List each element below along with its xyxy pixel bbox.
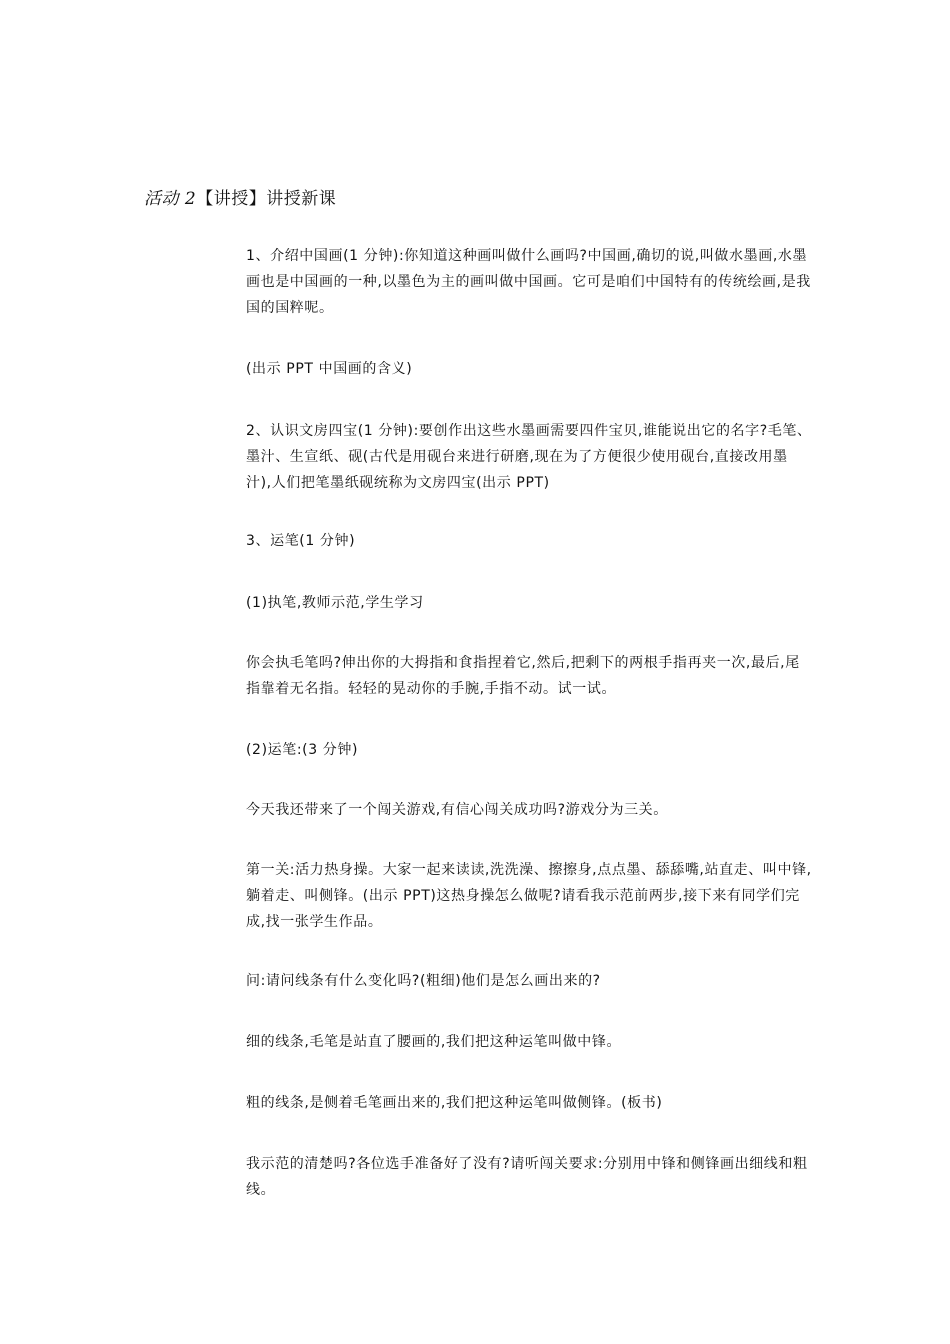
paragraph-thin-lines: 细的线条,毛笔是站直了腰画的,我们把这种运笔叫做中锋。 [246, 1034, 622, 1050]
paragraph-challenge-requirements: 我示范的清楚吗?各位选手准备好了没有?请听闯关要求:分别用中锋和侧锋画出细线和粗线。 [246, 1156, 808, 1198]
paragraph-hold-brush: (1)执笔,教师示范,学生学习 [246, 595, 424, 611]
paragraph-brush-usage: 3、运笔(1 分钟) [246, 533, 356, 549]
paragraph-level-one: 第一关:活力热身操。大家一起来读读,洗洗澡、擦擦身,点点墨、舔舔嘴,站直走、叫中锋,躺着走、叫侧锋。(出示 PPT)这热身操怎么做呢?请看我示范前两步,接下来有同学们完成,找一张学生作品。 [246, 862, 812, 930]
paragraph-show-ppt-meaning: (出示 PPT 中国画的含义) [246, 361, 413, 377]
paragraph-brush-strokes: (2)运笔:(3 分钟) [246, 742, 359, 758]
paragraph-intro-chinese-painting: 1、介绍中国画(1 分钟):你知道这种画叫做什么画吗?中国画,确切的说,叫做水墨画,水墨画也是中国画的一种,以墨色为主的画叫做中国画。它可是咱们中国特有的传统绘画,是我国的国粹呢。 [246, 248, 811, 316]
paragraph-thick-lines: 粗的线条,是侧着毛笔画出来的,我们把这种运笔叫做侧锋。(板书) [246, 1095, 663, 1111]
heading-title: 【讲授】讲授新课 [196, 189, 337, 209]
paragraph-question-lines: 问:请问线条有什么变化吗?(粗细)他们是怎么画出来的? [246, 973, 601, 989]
heading-activity-number: 活动 2 [144, 189, 197, 209]
paragraph-game-intro: 今天我还带来了一个闯关游戏,有信心闯关成功吗?游戏分为三关。 [246, 802, 668, 818]
paragraph-hold-brush-instructions: 你会执毛笔吗?伸出你的大拇指和食指捏着它,然后,把剩下的两根手指再夹一次,最后,尾指靠着无名指。轻轻的晃动你的手腕,手指不动。试一试。 [246, 655, 800, 697]
paragraph-four-treasures: 2、认识文房四宝(1 分钟):要创作出这些水墨画需要四件宝贝,谁能说出它的名字?毛笔、墨汁、生宣纸、砚(古代是用砚台来进行研磨,现在为了方便很少使用砚台,直接改用墨汁),人们把笔墨纸砚统称为文房四宝(出示 PPT) [246, 423, 812, 491]
section-heading [144, 186, 336, 212]
